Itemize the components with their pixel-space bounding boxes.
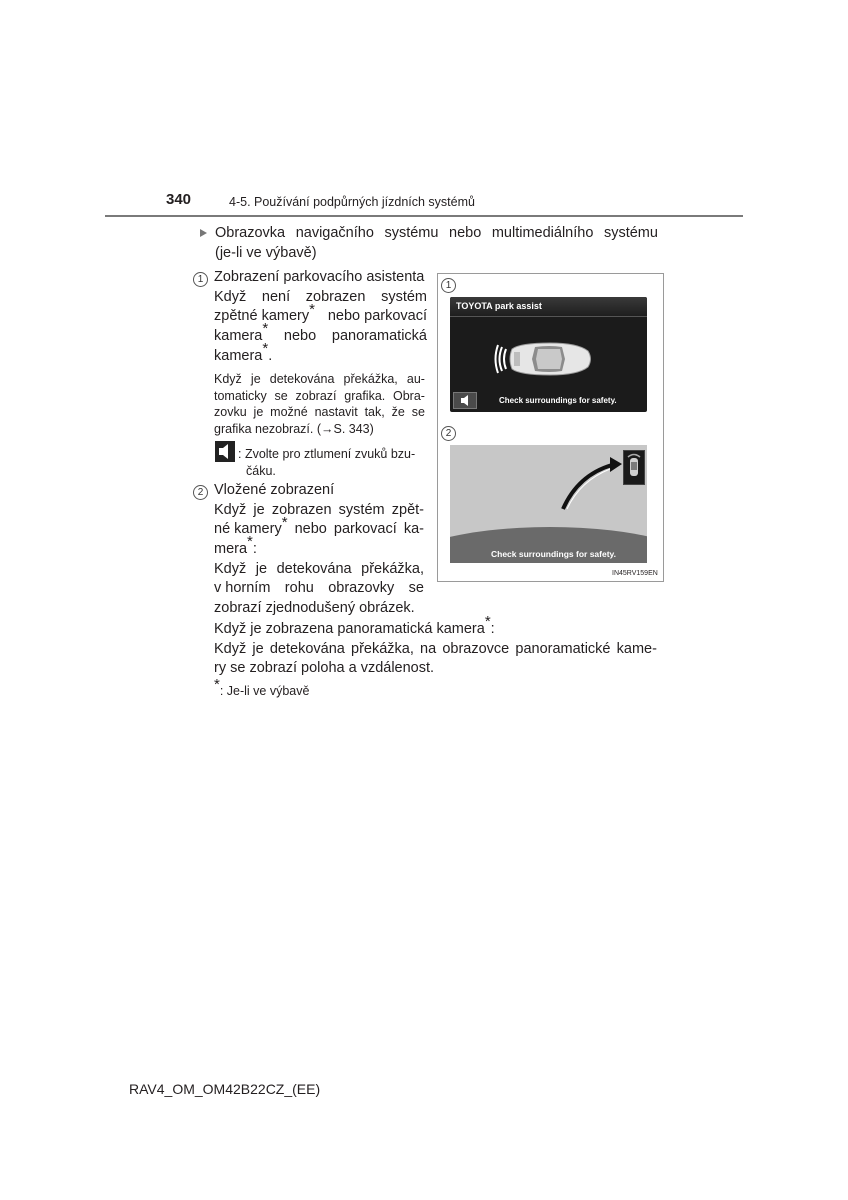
word: Když xyxy=(214,372,242,386)
word: překážka, xyxy=(343,372,398,386)
word: Když xyxy=(214,288,247,305)
word: ka- xyxy=(403,521,424,538)
word xyxy=(214,320,269,347)
item1-line-1 xyxy=(214,288,427,308)
word: zobrazen xyxy=(271,501,332,518)
word: nebo xyxy=(283,328,317,345)
word: Obra- xyxy=(393,388,425,403)
screen-message: Check surroundings for safety. xyxy=(499,396,617,405)
figure-label-1: 1 xyxy=(441,278,456,293)
item2-line: zobrazí zjednodušený obrázek. xyxy=(214,600,415,617)
item2-line xyxy=(214,501,424,521)
inset-display-screen xyxy=(450,445,647,563)
curved-arrow-icon xyxy=(450,445,647,563)
word: Když xyxy=(214,501,247,518)
word: není xyxy=(261,288,291,305)
triangle-right-icon xyxy=(200,229,207,237)
word: na xyxy=(420,640,437,657)
section-title: 4-5. Používání podpůrných jízdních systémů xyxy=(229,195,475,209)
text: : xyxy=(252,541,257,558)
text: : xyxy=(490,621,495,637)
word: multimediálního xyxy=(491,225,594,241)
item2-block xyxy=(214,481,424,619)
pano-line xyxy=(214,613,657,640)
word: navigačního xyxy=(295,225,374,241)
word: Když xyxy=(214,560,247,577)
footer-doc-code: RAV4_OM_OM42B22CZ_(EE) xyxy=(129,1081,321,1097)
intro-line-1 xyxy=(215,224,658,244)
item2-line xyxy=(214,513,424,540)
word: v horním xyxy=(214,580,271,597)
word: zovku xyxy=(214,405,247,419)
word: zobrazen xyxy=(305,288,366,305)
asterisk: * xyxy=(262,339,269,357)
figure-label-2: 2 xyxy=(441,426,456,441)
word: Když xyxy=(214,640,247,657)
speaker-note-line: : Zvolte pro ztlumení zvuků bzu- xyxy=(238,447,416,461)
word: se xyxy=(274,388,288,403)
asterisk: * xyxy=(309,300,315,318)
page-number: 340 xyxy=(166,191,192,208)
word: se xyxy=(411,405,425,419)
panoramic-paragraph xyxy=(214,613,657,679)
word: zpět- xyxy=(391,501,424,518)
note-line: grafika nezobrazí. (→S. 343) xyxy=(214,421,374,436)
word: obrazovce xyxy=(442,640,510,657)
word: překážka, xyxy=(361,560,424,577)
asterisk: * xyxy=(214,675,220,693)
word: detekována xyxy=(276,560,352,577)
text: zpětné kamery xyxy=(214,308,310,325)
word: systém xyxy=(338,501,385,518)
word: je xyxy=(253,501,265,518)
word: systému xyxy=(384,225,439,241)
word: se xyxy=(408,580,424,597)
word: možné xyxy=(270,405,308,419)
word: je xyxy=(252,640,264,657)
item2-line xyxy=(214,560,424,580)
asterisk: * xyxy=(484,613,491,631)
word: panoramatická xyxy=(331,328,427,345)
item-number-1: 1 xyxy=(193,272,208,287)
text: . xyxy=(268,347,273,364)
word: je xyxy=(255,560,268,577)
word: parkovací xyxy=(333,521,397,538)
text: kamera xyxy=(214,328,263,345)
park-assist-screen xyxy=(450,297,647,412)
text: né kamery xyxy=(214,521,282,538)
figure-code: IN45RV159EN xyxy=(612,570,658,577)
pano-line: ry se zobrazí poloha a vzdálenost. xyxy=(214,660,435,677)
speaker-note xyxy=(238,446,428,479)
pano-line xyxy=(214,640,657,660)
item1-line-2 xyxy=(214,300,427,327)
text: Když je zobrazena panoramatická kamera xyxy=(214,621,485,637)
word: nastavit xyxy=(314,405,358,419)
word: rohu xyxy=(284,580,314,597)
screen-message: Check surroundings for safety. xyxy=(491,549,617,559)
word: panoramatické xyxy=(515,640,611,657)
word: že xyxy=(391,405,405,419)
word: Obrazovka xyxy=(215,225,286,241)
intro-line-2: (je-li ve výbavě) xyxy=(215,244,317,261)
word: detekována xyxy=(269,372,335,386)
asterisk: * xyxy=(247,533,253,551)
intro-paragraph xyxy=(215,224,658,263)
item1-line-4 xyxy=(214,339,427,367)
text: kamera xyxy=(214,347,263,364)
word: nebo xyxy=(294,521,327,538)
word: grafika. xyxy=(344,388,386,403)
item2-line xyxy=(214,533,424,560)
note-line xyxy=(214,388,425,405)
word: nebo parkovací xyxy=(327,308,427,325)
screen-title: TOYOTA park assist xyxy=(456,301,542,311)
footnote xyxy=(214,675,310,698)
word: obrazovky xyxy=(328,580,395,597)
word: nebo xyxy=(449,225,482,241)
note-line xyxy=(214,404,425,421)
item1-title: Zobrazení parkovacího asistenta xyxy=(214,269,425,285)
footnote-text: : Je-li ve výbavě xyxy=(219,684,310,698)
car-icon xyxy=(450,297,647,412)
word: překážka, xyxy=(351,640,414,657)
text: mera xyxy=(214,541,248,558)
speaker-icon xyxy=(215,441,235,462)
word: je xyxy=(253,405,264,419)
word: zobrazí xyxy=(295,388,337,403)
word: tomaticky xyxy=(214,388,267,403)
note-line xyxy=(214,371,425,388)
item1-note xyxy=(214,371,425,437)
word: systém xyxy=(381,288,427,305)
asterisk: * xyxy=(281,513,288,531)
item-number-2: 2 xyxy=(193,485,208,500)
asterisk: * xyxy=(262,320,269,338)
word: je xyxy=(250,372,261,386)
mini-car-display xyxy=(623,450,645,485)
header-divider xyxy=(105,215,743,217)
mute-button[interactable] xyxy=(453,392,477,409)
item2-title: Vložené zobrazení xyxy=(214,482,335,498)
item2-line xyxy=(214,579,424,599)
car-icon xyxy=(624,451,644,484)
word: tak, xyxy=(364,405,385,419)
word: kame- xyxy=(616,640,657,657)
item1-block xyxy=(214,268,427,366)
speaker-note-line: čáku. xyxy=(246,463,276,478)
word: systému xyxy=(603,225,658,241)
word: au- xyxy=(406,372,425,386)
speaker-icon xyxy=(454,393,476,408)
word: detekována xyxy=(269,640,345,657)
item1-line-3 xyxy=(214,320,427,347)
